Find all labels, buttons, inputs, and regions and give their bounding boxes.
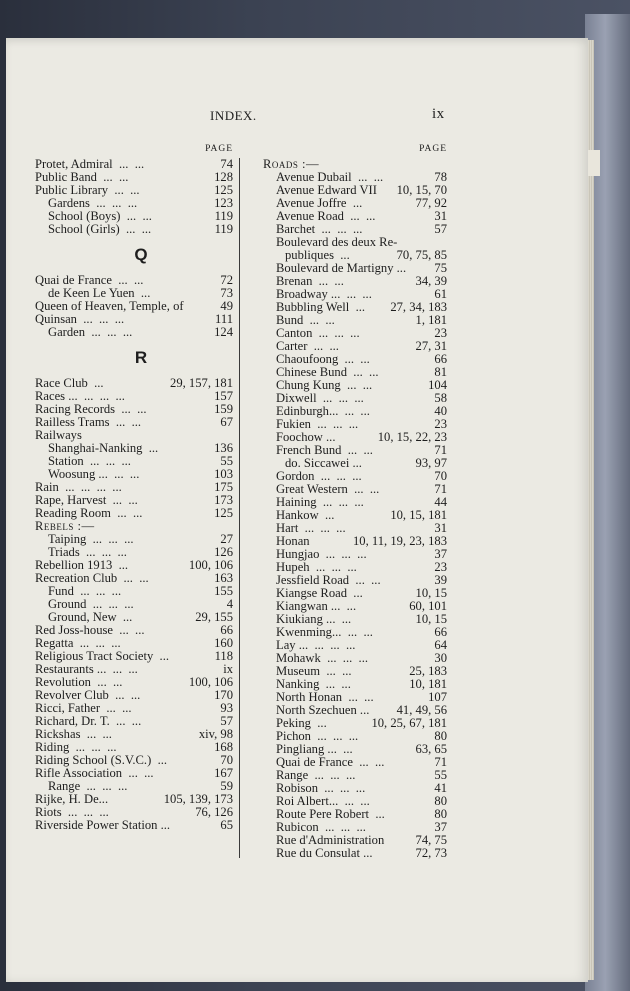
index-entry: Riots ... ... ... 76, 126: [35, 805, 233, 819]
index-subentry: Garden ... ... ... 124: [48, 325, 233, 339]
index-subentry: Peking ... 10, 25, 67, 181: [276, 716, 447, 730]
index-entry: Richard, Dr. T. ... ... 57: [35, 714, 233, 728]
index-subentry: Range ... ... ... 55: [276, 768, 447, 782]
index-subentry: Hart ... ... ... 31: [276, 521, 447, 535]
index-subentry: Pichon ... ... ... 80: [276, 729, 447, 743]
index-entry: Ricci, Father ... ... 93: [35, 701, 233, 715]
index-subentry: Avenue Dubail ... ... 78: [276, 170, 447, 184]
index-entry: Rifle Association ... ... 167: [35, 766, 233, 780]
index-subentry: Kwenming... ... ... 66: [276, 625, 447, 639]
index-subentry: North Honan ... ... 107: [276, 690, 447, 704]
index-entry: Red Joss-house ... ... 66: [35, 623, 233, 637]
index-subentry: School (Boys) ... ... 119: [48, 209, 233, 223]
index-subentry: Station ... ... ... 55: [48, 454, 233, 468]
index-subentry: Kiangse Road ... 10, 15: [276, 586, 447, 600]
section-letter-q: Q: [134, 245, 148, 264]
index-subentry: Canton ... ... ... 23: [276, 326, 447, 340]
index-entry: Rebellion 1913 ... 100, 106: [35, 558, 233, 572]
section-letter-r: R: [134, 348, 148, 367]
index-subentry-continued: do. Siccawei ... 93, 97: [285, 456, 447, 470]
index-subentry: Pingliang ... ... 63, 65: [276, 742, 447, 756]
index-subentry: Hupeh ... ... ... 23: [276, 560, 447, 574]
index-subentry: Honan 10, 11, 19, 23, 183: [276, 534, 447, 548]
page-tab-marker: [588, 150, 600, 176]
index-subentry: de Keen Le Yuen ... 73: [48, 286, 233, 300]
index-subentry: Gardens ... ... ... 123: [48, 196, 233, 210]
index-subentry-continued: publiques ... 70, 75, 85: [285, 248, 447, 262]
index-subentry: Quai de France ... ... 71: [276, 755, 447, 769]
index-entry: Quinsan ... ... ... 111: [35, 312, 233, 326]
index-column-left: [35, 144, 233, 832]
index-entry: Quai de France ... ... 72: [35, 273, 233, 287]
index-subentry: Rubicon ... ... ... 37: [276, 820, 447, 834]
index-subentry: Brenan ... ... 34, 39: [276, 274, 447, 288]
index-subentry: Great Western ... ... 71: [276, 482, 447, 496]
index-entry: Revolution ... ... 100, 106: [35, 675, 233, 689]
index-entry: Public Band ... ... 128: [35, 170, 233, 184]
index-subentry: Bund ... ... 1, 181: [276, 313, 447, 327]
index-entry: Rijke, H. De... 105, 139, 173: [35, 792, 233, 806]
index-entry: Regatta ... ... ... 160: [35, 636, 233, 650]
index-entry: Public Library ... ... 125: [35, 183, 233, 197]
index-entry: Queen of Heaven, Temple, of 49: [35, 299, 233, 313]
index-subentry: Avenue Joffre ... 77, 92: [276, 196, 447, 210]
index-entry: Protet, Admiral ... ... 74: [35, 157, 233, 171]
index-column-right: [263, 144, 447, 860]
index-subentry: Bubbling Well ... 27, 34, 183: [276, 300, 447, 314]
index-subentry: Fukien ... ... ... 23: [276, 417, 447, 431]
index-subentry: Kiukiang ... ... 10, 15: [276, 612, 447, 626]
index-subentry: Hungjao ... ... ... 37: [276, 547, 447, 561]
index-subentry: Jessfield Road ... ... 39: [276, 573, 447, 587]
index-subentry: Fund ... ... ... 155: [48, 584, 233, 598]
index-subentry: School (Girls) ... ... 119: [48, 222, 233, 236]
index-subentry: Taiping ... ... ... 27: [48, 532, 233, 546]
index-subentry: Woosung ... ... ... 103: [48, 467, 233, 481]
index-subentry: Haining ... ... ... 44: [276, 495, 447, 509]
index-entry: Riding School (S.V.C.) ... 70: [35, 753, 233, 767]
index-entry: Revolver Club ... ... 170: [35, 688, 233, 702]
index-entry: Riverside Power Station ... 65: [35, 818, 233, 832]
index-subentry: Avenue Edward VII 10, 15, 70: [276, 183, 447, 197]
index-entry: Rain ... ... ... ... 175: [35, 480, 233, 494]
index-subentry: Route Pere Robert ... 80: [276, 807, 447, 821]
index-entry: Reading Room ... ... 125: [35, 506, 233, 520]
index-subentry: Robison ... ... ... 41: [276, 781, 447, 795]
index-subentry: Hankow ... 10, 15, 181: [276, 508, 447, 522]
index-subentry: Avenue Road ... ... 31: [276, 209, 447, 223]
index-subentry: Rue d'Administration 74, 75: [276, 833, 447, 847]
index-subentry: Foochow ... 10, 15, 22, 23: [276, 430, 447, 444]
page-number: ix: [432, 106, 445, 122]
index-subentry: Dixwell ... ... ... 58: [276, 391, 447, 405]
index-entry: Race Club ... 29, 157, 181: [35, 376, 233, 390]
index-subentry: Barchet ... ... ... 57: [276, 222, 447, 236]
index-entry: Railless Trams ... ... 67: [35, 415, 233, 429]
index-subentry: Lay ... ... ... ... 64: [276, 638, 447, 652]
index-entry: Racing Records ... ... 159: [35, 402, 233, 416]
index-entry: Rape, Harvest ... ... 173: [35, 493, 233, 507]
index-subentry: Chaoufoong ... ... 66: [276, 352, 447, 366]
index-entry: Roads :—: [263, 157, 320, 171]
index-subentry: Boulevard des deux Re-: [276, 235, 398, 249]
index-subentry: Ground, New ... 29, 155: [48, 610, 233, 624]
index-subentry: Carter ... ... 27, 31: [276, 339, 447, 353]
index-subentry: Rue du Consulat ... 72, 73: [276, 846, 447, 860]
index-subentry: Mohawk ... ... ... 30: [276, 651, 447, 665]
index-entry: Riding ... ... ... 168: [35, 740, 233, 754]
index-subentry: Museum ... ... 25, 183: [276, 664, 447, 678]
index-entry: Rebels :—: [35, 519, 95, 533]
index-entry: Railways: [35, 428, 82, 442]
index-entry: Rickshas ... ... xiv, 98: [35, 727, 233, 741]
index-subentry: Kiangwan ... ... 60, 101: [276, 599, 447, 613]
index-subentry: Edinburgh... ... ... 40: [276, 404, 447, 418]
index-subentry: Broadway ... ... ... 61: [276, 287, 447, 301]
index-subentry: Chinese Bund ... ... 81: [276, 365, 447, 379]
index-entry: Restaurants ... ... ... ix: [35, 662, 233, 676]
index-subentry: North Szechuen ... 41, 49, 56: [276, 703, 447, 717]
index-subentry: Roi Albert... ... ... 80: [276, 794, 447, 808]
index-subentry: Triads ... ... ... 126: [48, 545, 233, 559]
page-column-heading: PAGE: [205, 144, 233, 154]
index-entry: Recreation Club ... ... 163: [35, 571, 233, 585]
page-column-heading: PAGE: [419, 144, 447, 154]
column-divider: [239, 158, 240, 858]
index-entry: Religious Tract Society ... 118: [35, 649, 233, 663]
index-subentry: Boulevard de Martigny ... 75: [276, 261, 447, 275]
index-subentry: Chung Kung ... ... 104: [276, 378, 447, 392]
index-subentry: Nanking ... ... 10, 181: [276, 677, 447, 691]
index-subentry: Shanghai-Nanking ... 136: [48, 441, 233, 455]
running-head: [0, 108, 630, 124]
index-subentry: Gordon ... ... ... 70: [276, 469, 447, 483]
index-subentry: Ground ... ... ... 4: [48, 597, 233, 611]
index-entry: Races ... ... ... ... 157: [35, 389, 233, 403]
index-subentry: French Bund ... ... 71: [276, 443, 447, 457]
page-title: INDEX.: [210, 108, 257, 123]
index-subentry: Range ... ... ... 59: [48, 779, 233, 793]
